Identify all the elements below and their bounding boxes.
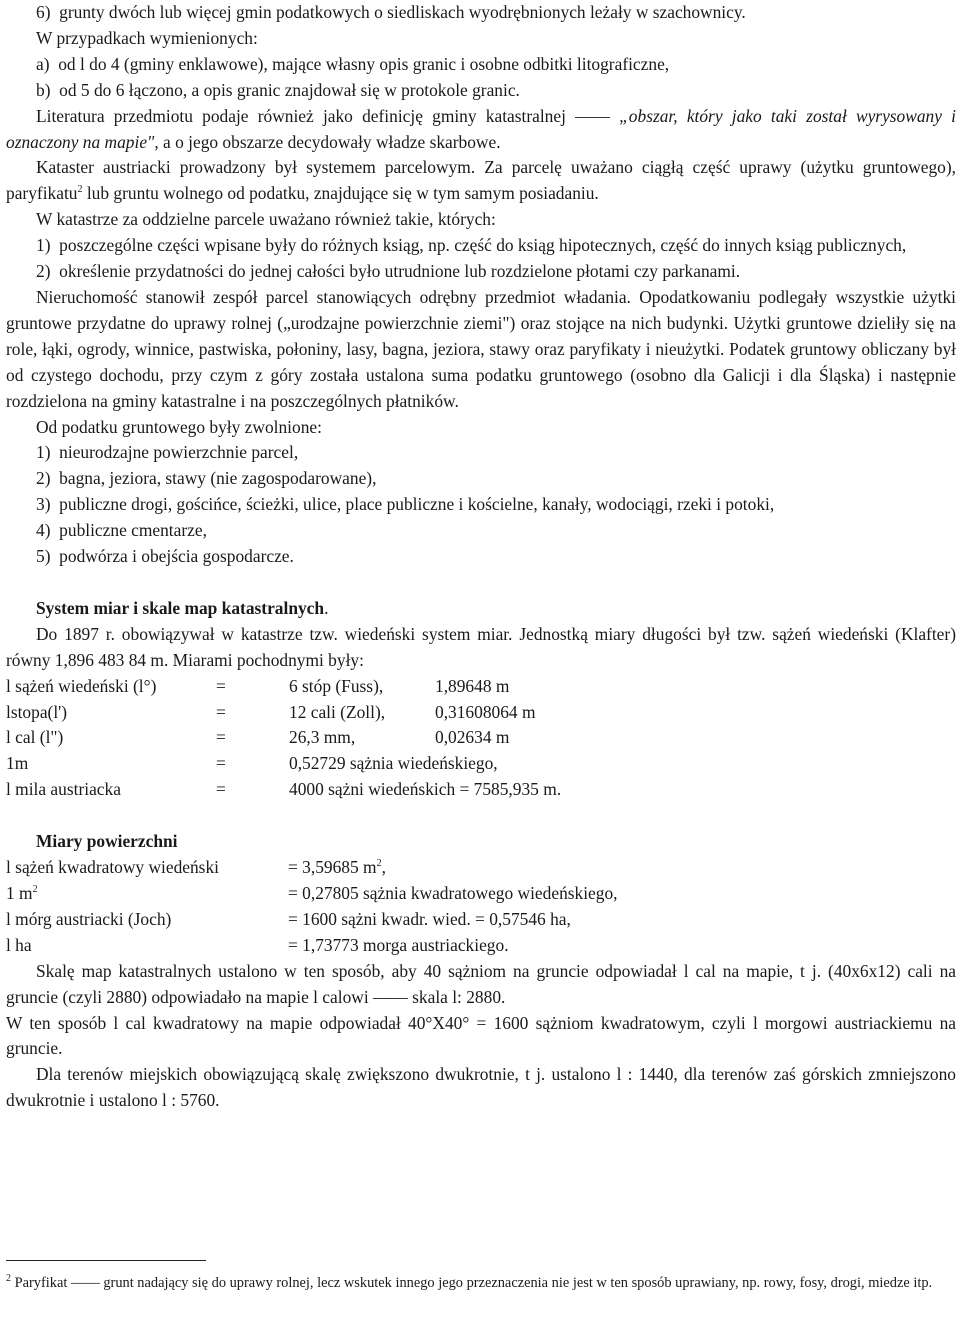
footnote: $^2$ Paryfikat —— grunt nadający się do uprawy rolnej, lecz wskutek innego jego przeznaczenia nie jest w ten sposób uprawiany, np. rowy, fosy, drogi, miedze itp. xyxy=(6,1273,933,1291)
paragraph-map-scale: Skalę map katastralnych ustalono w ten sposób, aby 40 sążniom na gruncie odpowiadał l cal na mapie, t j. (40x6x12) cali na gruncie (czyli 2880) odpowiadało na mapie l calowi —— skala l: 2880. xyxy=(6,960,956,1007)
paragraph-exempt-intro: Od podatku gruntowego były zwolnione: xyxy=(36,416,322,437)
document-page xyxy=(6,0,956,1291)
paragraph-city-scale: Dla terenów miejskich obowiązującą skalę zwiększono dwukrotnie, t j. ustalono l : 1440, dla terenów zaś górskich zmniejszono dwukrotnie i ustalono l : 5760. xyxy=(6,1064,956,1111)
footnote-ref: 2 xyxy=(77,184,83,196)
section-heading-measures: System miar i skale map katastralnych. xyxy=(36,597,329,618)
paragraph-case-a: a) od l do 4 (gminy enklawowe), mające własny opis granic i osobne odbitki litograficzne, xyxy=(36,53,670,74)
area-measures-table xyxy=(6,855,956,959)
paragraph-separate-parcels: W katastrze za oddzielne parcele uważano również takie, których: xyxy=(36,209,496,230)
footnote-divider xyxy=(6,1260,206,1261)
definition-quote: „obszar, który jako taki został wyrysowany i oznaczony na mapie", xyxy=(6,105,956,152)
table-row: 1 $m^2$ = 0,27805 sążnia kwadratowego wiedeńskiego, xyxy=(6,883,618,903)
paragraph-case-b: b) od 5 do 6 łączono, a opis granic znajdował się w protokole granic. xyxy=(36,79,520,100)
paragraph-cases-intro: W przypadkach wymienionych: xyxy=(36,27,258,48)
table-row: l cal (l") = 26,3 mm, 0,02634 m xyxy=(6,727,510,748)
exempt-item: 5) podwórza i obejścia gospodarcze. xyxy=(36,546,294,567)
paragraph-item-6: 6) grunty dwóch lub więcej gmin podatkowych o siedliskach wyodrębnionych leżały w szachownicy. xyxy=(36,2,746,22)
table-row: l ha = 1,73773 morga austriackiego. xyxy=(6,934,509,955)
paragraph-vienna-system: Do 1897 r. obowiązywał w katastrze tzw. wiedeński system miar. Jednostką miary długości był tzw. sążeń wiedeński (Klafter) równy 1,896 483 84 m. Miarami pochodnymi były: xyxy=(6,623,956,670)
table-row: l sążeń kwadratowy wiedeński = 3,59685 $m^2$, xyxy=(6,857,386,878)
exempt-item: 2) bagna, jeziora, stawy (nie zagospodarowane), xyxy=(36,468,377,489)
exempt-item: 3) publiczne drogi, gościńce, ścieżki, ulice, place publiczne i kościelne, kanały, wodociągi, rzeki i potoki, xyxy=(36,494,775,515)
paragraph-separate-1: 1) poszczególne części wpisane były do różnych ksiąg, np. część do ksiąg hipotecznych, część do innych ksiąg publicznych, xyxy=(36,235,907,256)
em-dash: —— xyxy=(575,105,610,126)
paragraph-definition: Literatura przedmiotu podaje również jako definicję gminy katastralnej —— „obszar, który jako taki został wyrysowany i oznaczony na mapie", a o jego obszarze decydowały władze skarbowe. xyxy=(6,105,956,152)
table-row: lstopa(l') = 12 cali (Zoll), 0,31608064 m xyxy=(6,701,536,722)
em-dash: —— xyxy=(373,986,408,1007)
paragraph-parcel-system: Kataster austriacki prowadzony był systemem parcelowym. Za parcelę uważano ciągłą część uprawy (użytku gruntowego), paryfikatu$^2$ lub gruntu wolnego od podatku, znajdujące się w tym samym posiadaniu. xyxy=(6,157,956,204)
table-row: l mórg austriacki (Joch) = 1600 sążni kwadr. wied. = 0,57546 ha, xyxy=(6,908,571,929)
length-measures-table xyxy=(6,674,956,804)
table-row: 1m = 0,52729 sążnia wiedeńskiego, xyxy=(6,753,498,774)
exempt-item: 1) nieurodzajne powierzchnie parcel, xyxy=(36,442,299,463)
paragraph-property: Nieruchomość stanowił zespół parcel stanowiących odrębny przedmiot władania. Opodatkowaniu podlegały wszystkie użytki gruntowe przydatne do uprawy rolnej („urodzajne powierzchnie ziemi") oraz stojące na nich budynki. Użytki gruntowe dzieliły się na role, łąki, ogrody, winnice, pastwiska, połoniny, lasy, bagna, jeziora, stawy oraz paryfikaty i nieużytki. Podatek gruntowy obliczany był od czystego dochodu, przy czym z góry została ustalona suma podatku gruntowego (osobno dla Galicji i dla Śląska) i następnie rozdzielona na gminy katastralne i na poszczególnych płatników. xyxy=(6,286,956,411)
table-row: l sążeń wiedeński (l°) = 6 stóp (Fuss), 1,89648 m xyxy=(6,675,510,696)
exempt-item: 4) publiczne cmentarze, xyxy=(36,520,207,541)
table-row: l mila austriacka = 4000 sążni wiedeńskich = 7585,935 m. xyxy=(6,779,562,800)
paragraph-separate-2: 2) określenie przydatności do jednej całości było utrudnione lub rozdzielone płotami czy parkanami. xyxy=(36,261,741,282)
section-heading-area: Miary powierzchni xyxy=(36,831,178,852)
paragraph-square-inch: W ten sposób l cal kwadratowy na mapie odpowiadał 40°X40° = 1600 sążniom kwadratowym, czyli l morgowi austriackiemu na gruncie. xyxy=(6,1012,956,1059)
